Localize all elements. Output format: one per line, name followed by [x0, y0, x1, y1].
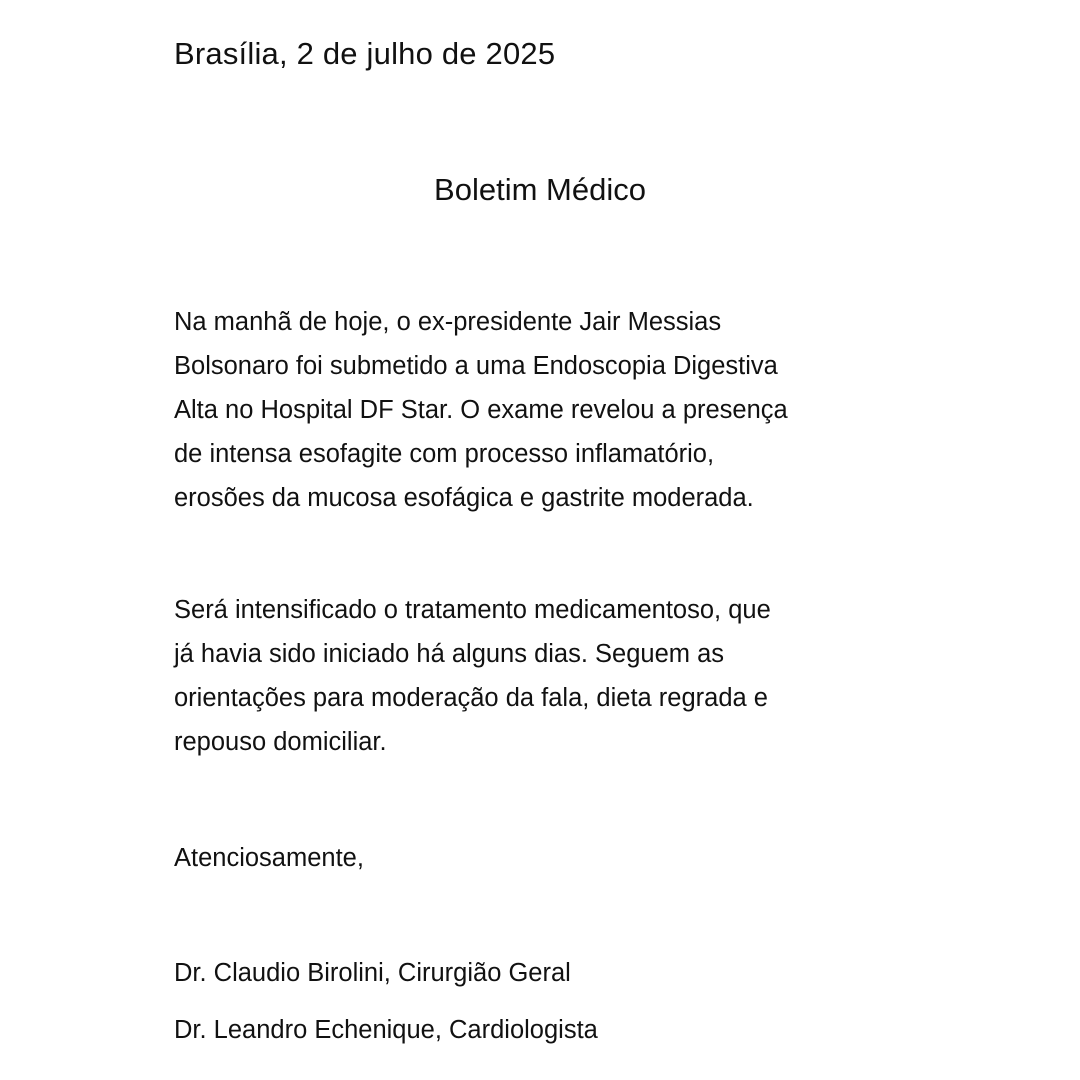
- paragraph-line: orientações para moderação da fala, dieta regrada e: [174, 684, 768, 712]
- paragraph-line: erosões da mucosa esofágica e gastrite moderada.: [174, 484, 754, 512]
- document-title: [0, 170, 1080, 210]
- paragraph-line: repouso domiciliar.: [174, 728, 387, 756]
- signature-line: Dr. Claudio Birolini, Cirurgião Geral: [174, 959, 571, 987]
- paragraph-line: Será intensificado o tratamento medicamentoso, que: [174, 596, 771, 624]
- paragraph-treatment: [174, 588, 771, 764]
- document-date: Brasília, 2 de julho de 2025: [174, 36, 556, 71]
- paragraph-line: Na manhã de hoje, o ex-presidente Jair Messias: [174, 308, 722, 336]
- paragraph-exam-results: [174, 300, 788, 520]
- title-text: Boletim Médico: [434, 172, 646, 207]
- paragraph-line: Bolsonaro foi submetido a uma Endoscopia Digestiva: [174, 352, 778, 380]
- closing-salutation: Atenciosamente,: [174, 844, 364, 872]
- paragraph-line: de intensa esofagite com processo inflamatório,: [174, 440, 715, 468]
- signature-line: Dr. Leandro Echenique, Cardiologista: [174, 1016, 598, 1044]
- paragraph-line: já havia sido iniciado há alguns dias. Seguem as: [174, 640, 725, 668]
- paragraph-line: Alta no Hospital DF Star. O exame revelou a presença: [174, 396, 788, 424]
